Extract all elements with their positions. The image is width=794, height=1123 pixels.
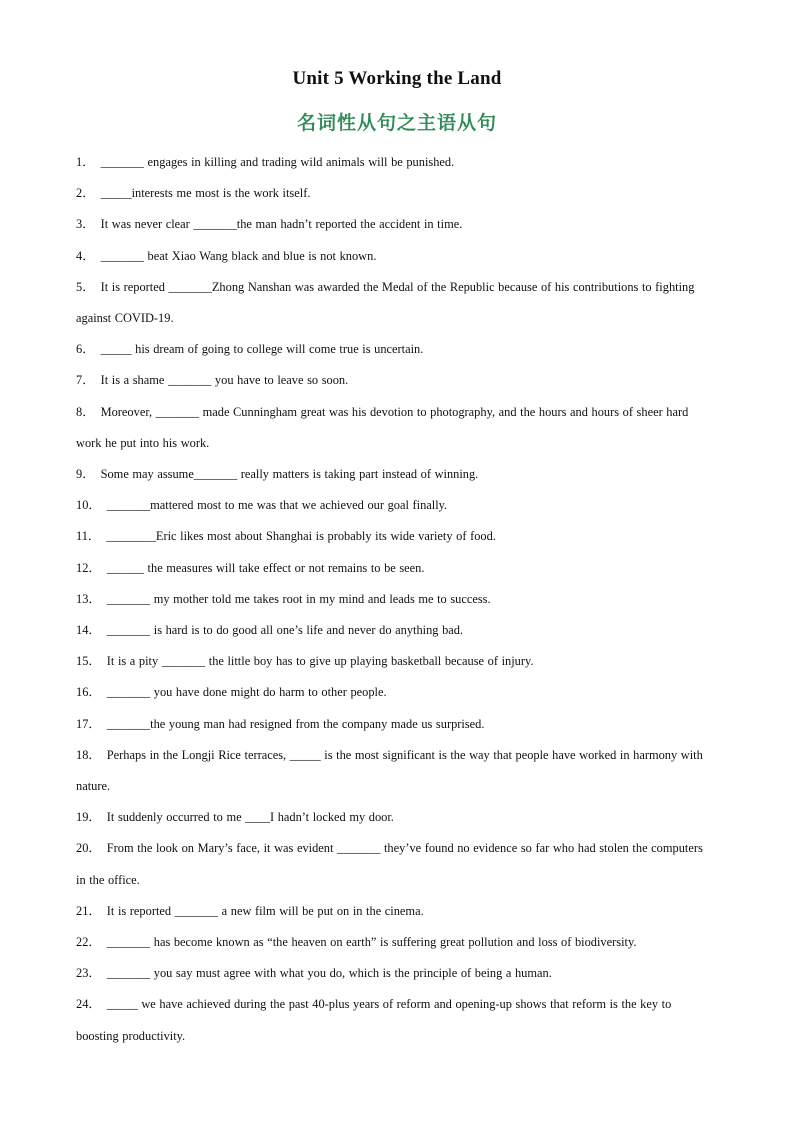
question-text: Perhaps in the Longji Rice terraces, _____ is the most significant is the way that people have worked in harmony with nature. [76, 747, 703, 794]
question-text: It was never clear _______the man hadn’t reported the accident in time. [100, 217, 463, 232]
question-text: _______ engages in killing and trading wild animals will be punished. [100, 155, 455, 169]
question-text: _____ we have achieved during the past 40-plus years of reform and opening-up shows that reform is the key to boosting productivity. [76, 997, 672, 1043]
question-text: It is a pity _______ the little boy has to give up playing basketball because of injury. [106, 654, 534, 669]
question-text: From the look on Mary’s face, it was evident _______ they’ve found no evidence so far who had stolen the computers in the office. [76, 841, 703, 887]
question-item [76, 272, 716, 334]
question-item [76, 553, 716, 584]
question-item [76, 615, 716, 646]
question-item [76, 521, 716, 552]
question-text: It is reported _______Zhong Nanshan was awarded the Medal of the Republic because of his contributions to fighting against COVID-19. [76, 279, 695, 326]
question-number: 22． [76, 935, 101, 950]
question-list [76, 147, 716, 1052]
question-item [76, 209, 716, 240]
question-item [76, 365, 716, 396]
question-text: _______ my mother told me takes root in my mind and leads me to success. [106, 591, 491, 606]
question-text: ______ the measures will take effect or not remains to be seen. [106, 560, 425, 575]
question-number: 6． [76, 342, 95, 357]
question-text: Some may assume_______ really matters is taking part instead of winning. [100, 467, 479, 482]
question-text: It is reported _______ a new film will be put on in the cinema. [106, 903, 424, 918]
question-text: ________Eric likes most about Shanghai is probably its wide variety of food. [106, 529, 496, 544]
page-title: Unit 5 Working the Land [292, 68, 502, 89]
question-item [76, 584, 716, 615]
question-number: 21． [76, 903, 101, 918]
question-number: 7． [76, 373, 95, 388]
question-number: 24． [76, 997, 101, 1012]
question-item [76, 802, 716, 833]
question-number: 16． [76, 685, 101, 700]
question-number: 1． [76, 155, 95, 169]
question-number: 15． [76, 654, 101, 669]
question-item [76, 989, 716, 1051]
question-text: _______the young man had resigned from the company made us surprised. [106, 716, 485, 731]
question-text: _______ you have done might do harm to other people. [106, 685, 387, 700]
question-text: _______ you say must agree with what you do, which is the principle of being a human. [106, 966, 552, 981]
question-item [76, 241, 716, 272]
question-number: 17． [76, 716, 101, 731]
question-item [76, 896, 716, 927]
question-text: _______ is hard is to do good all one’s life and never do anything bad. [106, 623, 464, 638]
question-text: It suddenly occurred to me ____I hadn’t locked my door. [106, 810, 394, 825]
question-item [76, 740, 716, 802]
question-item [76, 334, 716, 365]
question-number: 13． [76, 591, 101, 606]
question-item [76, 677, 716, 708]
page-subtitle: 名词性从句之主语从句 [296, 112, 497, 134]
question-item [76, 147, 716, 178]
question-number: 5． [76, 279, 95, 294]
question-number: 9． [76, 467, 95, 482]
question-text: _______ has become known as “the heaven on earth” is suffering great pollution and loss of biodiversity. [106, 935, 637, 950]
question-text: _______ beat Xiao Wang black and blue is not known. [100, 248, 377, 263]
question-number: 14． [76, 623, 101, 638]
question-number: 3． [76, 217, 95, 232]
question-number: 10． [76, 498, 101, 513]
question-item [76, 397, 716, 459]
question-number: 19． [76, 810, 101, 825]
question-text: _____interests me most is the work itself. [100, 186, 311, 201]
question-number: 4． [76, 248, 95, 263]
question-item [76, 958, 716, 989]
question-item [76, 459, 716, 490]
question-number: 23． [76, 966, 101, 981]
question-item [76, 927, 716, 958]
question-item [76, 490, 716, 521]
question-number: 8． [76, 404, 95, 419]
question-text: _______mattered most to me was that we achieved our goal finally. [106, 498, 448, 513]
question-number: 2． [76, 186, 95, 201]
question-item [76, 178, 716, 209]
question-text: It is a shame _______ you have to leave so soon. [100, 373, 349, 388]
question-number: 11． [76, 529, 101, 544]
question-text: Moreover, _______ made Cunningham great was his devotion to photography, and the hours and hours of sheer hard work he put into his work. [76, 404, 689, 450]
question-item [76, 709, 716, 740]
question-number: 12． [76, 560, 101, 575]
question-item [76, 833, 716, 895]
question-text: _____ his dream of going to college will come true is uncertain. [100, 342, 424, 357]
question-number: 18． [76, 747, 101, 762]
question-item [76, 646, 716, 677]
question-number: 20． [76, 841, 101, 856]
